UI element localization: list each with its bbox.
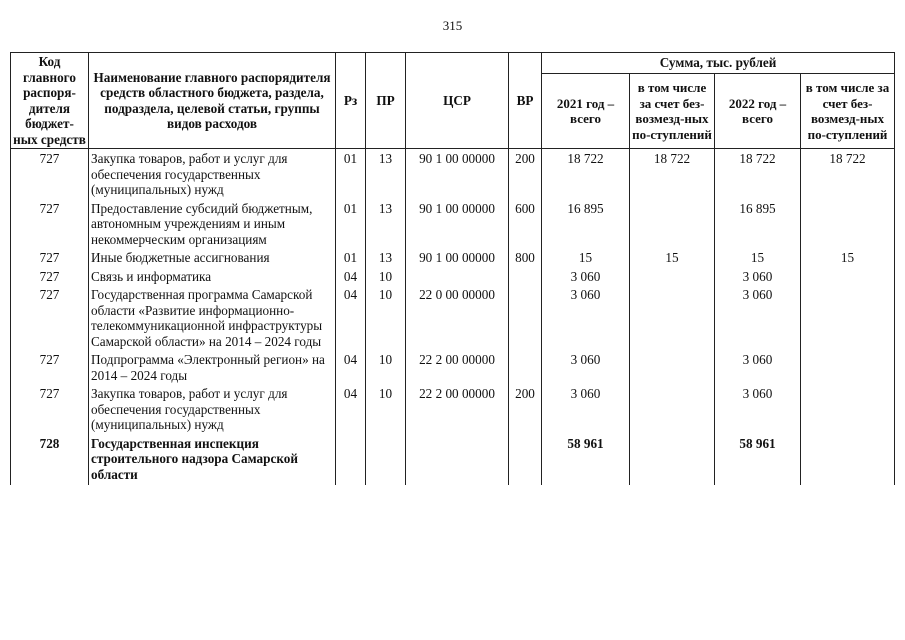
cell-rz: 04 xyxy=(336,352,366,386)
cell-code: 727 xyxy=(11,269,89,288)
table-row xyxy=(11,269,895,288)
cell-name: Государственная программа Самарской области «Развитие информационно-телекоммуникационной инфраструктуры Самарской области» на 2014 – 2024 годы xyxy=(89,287,336,352)
cell-2021-free xyxy=(630,269,715,288)
cell-2022-total: 3 060 xyxy=(715,269,801,288)
cell-name: Закупка товаров, работ и услуг для обеспечения государственных (муниципальных) нужд xyxy=(89,149,336,201)
header-2022-total: 2022 год – всего xyxy=(715,74,801,149)
cell-code: 728 xyxy=(11,436,89,486)
cell-2022-free xyxy=(801,352,895,386)
cell-pr: 10 xyxy=(366,269,406,288)
cell-pr: 10 xyxy=(366,386,406,436)
page-number: 315 xyxy=(442,18,463,33)
cell-csr xyxy=(406,436,509,486)
cell-pr: 10 xyxy=(366,287,406,352)
cell-2021-total: 58 961 xyxy=(542,436,630,486)
cell-pr xyxy=(366,436,406,486)
cell-2021-total: 15 xyxy=(542,250,630,269)
cell-2021-free xyxy=(630,386,715,436)
header-code: Код главного распоря-дителя бюджет-ных средств xyxy=(11,53,89,149)
cell-rz: 04 xyxy=(336,386,366,436)
cell-2021-total: 3 060 xyxy=(542,386,630,436)
cell-2021-free xyxy=(630,287,715,352)
header-rz: Рз xyxy=(336,53,366,149)
cell-2022-total: 15 xyxy=(715,250,801,269)
table-row xyxy=(11,287,895,352)
cell-2021-total: 3 060 xyxy=(542,269,630,288)
cell-vr xyxy=(509,269,542,288)
header-2021-total: 2021 год – всего xyxy=(542,74,630,149)
table-row xyxy=(11,352,895,386)
cell-pr: 10 xyxy=(366,352,406,386)
cell-2021-free xyxy=(630,352,715,386)
cell-rz: 04 xyxy=(336,287,366,352)
cell-name: Предоставление субсидий бюджетным, автономным учреждениям и иным некоммерческим организациям xyxy=(89,201,336,251)
cell-csr: 90 1 00 00000 xyxy=(406,250,509,269)
cell-vr: 600 xyxy=(509,201,542,251)
cell-csr: 90 1 00 00000 xyxy=(406,201,509,251)
table-body xyxy=(11,149,895,486)
cell-2022-free xyxy=(801,386,895,436)
table-row xyxy=(11,201,895,251)
cell-2022-free xyxy=(801,201,895,251)
cell-2021-free xyxy=(630,436,715,486)
cell-vr: 200 xyxy=(509,386,542,436)
header-2021-free: в том числе за счет без-возмезд-ных по-ступлений xyxy=(630,74,715,149)
cell-vr: 800 xyxy=(509,250,542,269)
cell-2021-free: 18 722 xyxy=(630,149,715,201)
cell-rz xyxy=(336,436,366,486)
cell-csr: 22 2 00 00000 xyxy=(406,386,509,436)
cell-2022-total: 3 060 xyxy=(715,386,801,436)
cell-2022-free xyxy=(801,436,895,486)
cell-rz: 01 xyxy=(336,149,366,201)
table-row xyxy=(11,250,895,269)
cell-2022-total: 18 722 xyxy=(715,149,801,201)
header-sum: Сумма, тыс. рублей xyxy=(542,53,895,74)
cell-name: Государственная инспекция строительного надзора Самарской области xyxy=(89,436,336,486)
cell-2022-total: 3 060 xyxy=(715,352,801,386)
cell-csr xyxy=(406,269,509,288)
table-header xyxy=(11,53,895,149)
cell-name: Иные бюджетные ассигнования xyxy=(89,250,336,269)
cell-2022-free xyxy=(801,269,895,288)
header-2022-free: в том числе за счет без-возмезд-ных по-ступлений xyxy=(801,74,895,149)
cell-csr: 22 2 00 00000 xyxy=(406,352,509,386)
cell-pr: 13 xyxy=(366,149,406,201)
cell-2021-free: 15 xyxy=(630,250,715,269)
cell-2021-total: 3 060 xyxy=(542,287,630,352)
cell-vr xyxy=(509,287,542,352)
cell-vr: 200 xyxy=(509,149,542,201)
cell-vr xyxy=(509,436,542,486)
table-row xyxy=(11,436,895,486)
cell-pr: 13 xyxy=(366,250,406,269)
header-csr: ЦСР xyxy=(406,53,509,149)
cell-code: 727 xyxy=(11,149,89,201)
cell-rz: 01 xyxy=(336,250,366,269)
cell-pr: 13 xyxy=(366,201,406,251)
cell-code: 727 xyxy=(11,386,89,436)
budget-table xyxy=(10,52,895,485)
cell-2021-total: 16 895 xyxy=(542,201,630,251)
cell-2022-total: 58 961 xyxy=(715,436,801,486)
cell-csr: 90 1 00 00000 xyxy=(406,149,509,201)
cell-2022-free: 18 722 xyxy=(801,149,895,201)
header-name: Наименование главного распорядителя средств областного бюджета, раздела, подраздела, целевой статьи, группы видов расходов xyxy=(89,53,336,149)
cell-code: 727 xyxy=(11,250,89,269)
cell-name: Подпрограмма «Электронный регион» на 2014 – 2024 годы xyxy=(89,352,336,386)
table-row xyxy=(11,386,895,436)
cell-rz: 04 xyxy=(336,269,366,288)
header-vr: ВР xyxy=(509,53,542,149)
cell-vr xyxy=(509,352,542,386)
cell-csr: 22 0 00 00000 xyxy=(406,287,509,352)
cell-code: 727 xyxy=(11,352,89,386)
cell-2021-total: 3 060 xyxy=(542,352,630,386)
cell-2022-total: 16 895 xyxy=(715,201,801,251)
table-row xyxy=(11,149,895,201)
cell-rz: 01 xyxy=(336,201,366,251)
cell-2022-free: 15 xyxy=(801,250,895,269)
cell-2021-total: 18 722 xyxy=(542,149,630,201)
cell-code: 727 xyxy=(11,201,89,251)
cell-2022-total: 3 060 xyxy=(715,287,801,352)
cell-2021-free xyxy=(630,201,715,251)
cell-code: 727 xyxy=(11,287,89,352)
cell-2022-free xyxy=(801,287,895,352)
cell-name: Закупка товаров, работ и услуг для обеспечения государственных (муниципальных) нужд xyxy=(89,386,336,436)
cell-name: Связь и информатика xyxy=(89,269,336,288)
header-pr: ПР xyxy=(366,53,406,149)
